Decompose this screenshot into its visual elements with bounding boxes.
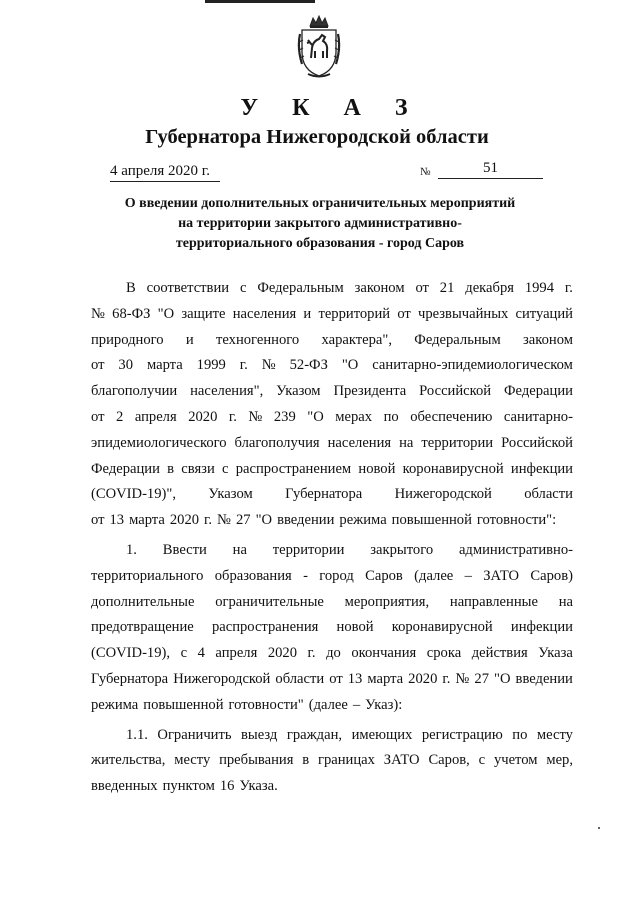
word: Указ): bbox=[365, 696, 403, 713]
text-line bbox=[91, 615, 573, 641]
word: коронавирусной bbox=[402, 460, 504, 477]
word: режима bbox=[339, 512, 387, 529]
word: г. bbox=[564, 280, 573, 296]
word: 68-ФЗ bbox=[112, 305, 151, 322]
scan-speck bbox=[598, 827, 600, 829]
word: Федерации bbox=[91, 460, 160, 477]
word: готовности" bbox=[228, 696, 304, 713]
word: техногенного bbox=[215, 331, 300, 348]
word: распространением bbox=[235, 460, 352, 477]
word: связи bbox=[181, 460, 215, 477]
word: территории bbox=[272, 541, 345, 558]
word: действия bbox=[471, 645, 528, 662]
decree-body bbox=[91, 276, 573, 800]
text-line bbox=[91, 564, 573, 590]
word: режима bbox=[91, 696, 139, 713]
subject-line: территориального образования - город Саров bbox=[175, 236, 465, 251]
word: распространения bbox=[211, 619, 319, 636]
word: имеющих bbox=[351, 726, 413, 743]
word: "О bbox=[307, 408, 324, 425]
word: до bbox=[326, 645, 341, 662]
decree-number: 51 bbox=[483, 160, 498, 176]
word: 21 bbox=[439, 280, 455, 296]
word: 16 bbox=[219, 778, 235, 795]
word: предотвращение bbox=[91, 619, 194, 636]
word: Нижегородской bbox=[173, 670, 271, 687]
word: населения bbox=[327, 434, 392, 451]
word: от bbox=[415, 280, 429, 296]
word: с bbox=[478, 752, 486, 769]
word: образования bbox=[214, 567, 292, 584]
word: № bbox=[261, 357, 276, 374]
word: № bbox=[248, 408, 263, 425]
word: апреля bbox=[134, 408, 177, 425]
word: на bbox=[558, 593, 573, 610]
text-line bbox=[91, 641, 573, 667]
word: Федеральным bbox=[257, 280, 344, 296]
text-line bbox=[91, 431, 573, 457]
text-line bbox=[91, 482, 573, 508]
word: 30 bbox=[118, 357, 134, 374]
word: в bbox=[302, 752, 310, 769]
word: 239 bbox=[273, 408, 296, 425]
word: 2 bbox=[116, 408, 124, 425]
word: 1. bbox=[126, 541, 137, 558]
word: дополнительные bbox=[91, 593, 195, 610]
word: 27 bbox=[474, 670, 489, 687]
word: с bbox=[222, 460, 229, 477]
word: месту bbox=[536, 726, 573, 743]
word: Федеральным bbox=[414, 331, 501, 348]
paragraph bbox=[91, 538, 573, 719]
word: ситуаций bbox=[515, 305, 573, 322]
word: 2020 bbox=[169, 512, 200, 529]
word: от bbox=[329, 670, 343, 687]
word: декабря bbox=[465, 280, 514, 296]
text-line bbox=[91, 276, 573, 302]
text-line bbox=[91, 328, 573, 354]
decree-subject bbox=[80, 194, 560, 254]
word: пунктом bbox=[162, 778, 215, 795]
word: направленные bbox=[449, 593, 538, 610]
word: город bbox=[319, 567, 354, 584]
word: г. bbox=[307, 645, 316, 662]
word: введении bbox=[277, 512, 335, 529]
word: марта bbox=[129, 512, 165, 529]
word: от bbox=[91, 357, 105, 374]
word: Губернатора bbox=[91, 670, 169, 687]
word: границах bbox=[317, 752, 375, 769]
word: (COVID-19)", bbox=[91, 486, 176, 503]
word: Нижегородской bbox=[394, 486, 492, 503]
word: № bbox=[455, 670, 470, 687]
word: ЗАТО bbox=[383, 752, 420, 769]
word: Ограничить bbox=[157, 726, 232, 743]
word: г. bbox=[442, 670, 451, 687]
word: на bbox=[232, 541, 247, 558]
text-line bbox=[91, 748, 573, 774]
word: Указом bbox=[208, 486, 253, 503]
word: Саров) bbox=[530, 567, 573, 584]
word: по bbox=[383, 408, 399, 425]
word: учетом bbox=[493, 752, 538, 769]
word: пребывания bbox=[219, 752, 294, 769]
word: 1994 bbox=[524, 280, 555, 296]
word: Указом bbox=[276, 383, 321, 400]
word: готовности": bbox=[476, 512, 557, 529]
word: от bbox=[91, 408, 105, 425]
word: чрезвычайных bbox=[418, 305, 509, 322]
text-line bbox=[91, 302, 573, 328]
text-line bbox=[91, 693, 573, 719]
text-line bbox=[91, 508, 573, 534]
word: территориального bbox=[91, 567, 204, 584]
word: срока bbox=[426, 645, 462, 662]
word: "О bbox=[255, 512, 273, 529]
issuer-title: Губернатора Нижегородской области bbox=[145, 126, 489, 148]
text-line bbox=[91, 353, 573, 379]
word: законом bbox=[354, 280, 405, 296]
word: области bbox=[275, 670, 325, 687]
text-line bbox=[91, 379, 573, 405]
word: и bbox=[303, 305, 312, 322]
word: мер, bbox=[546, 752, 573, 769]
word: Российской bbox=[419, 383, 492, 400]
word: повышенной bbox=[391, 512, 472, 529]
word: характера", bbox=[321, 331, 392, 348]
word: регистрацию bbox=[421, 726, 503, 743]
word: месту bbox=[174, 752, 211, 769]
document-type-title: У К А З bbox=[240, 95, 422, 121]
word: (COVID-19), bbox=[91, 645, 171, 662]
word: санитарно-эпидемиологическом bbox=[372, 357, 573, 374]
word: инфекции bbox=[510, 460, 573, 477]
word: новой bbox=[358, 460, 396, 477]
word: Российской bbox=[501, 434, 573, 451]
paragraph bbox=[91, 723, 573, 800]
top-edge-mark bbox=[205, 0, 315, 3]
text-line bbox=[91, 538, 573, 564]
text-line bbox=[91, 590, 573, 616]
word: населения", bbox=[190, 383, 264, 400]
word: мероприятия, bbox=[344, 593, 430, 610]
word: ЗАТО bbox=[483, 567, 520, 584]
number-underline bbox=[438, 178, 543, 179]
word: благополучия bbox=[234, 434, 320, 451]
word: Указа bbox=[538, 645, 573, 662]
word: г. bbox=[228, 408, 237, 425]
word: В bbox=[126, 280, 136, 296]
subject-line: О введении дополнительных ограничительных мероприятий bbox=[124, 196, 516, 211]
subject-line: на территории закрытого административно- bbox=[178, 216, 462, 231]
word: Федерации bbox=[504, 383, 573, 400]
word: марта bbox=[146, 357, 183, 374]
word: апреля bbox=[215, 645, 258, 662]
word: административно- bbox=[458, 541, 573, 558]
word: защите bbox=[181, 305, 226, 322]
word: 1.1. bbox=[126, 726, 148, 743]
word: природного bbox=[91, 331, 164, 348]
word: 1999 bbox=[196, 357, 226, 374]
word: с bbox=[239, 280, 247, 296]
word: № bbox=[91, 305, 105, 322]
word: территорий bbox=[318, 305, 391, 322]
word: с bbox=[180, 645, 188, 662]
word: (далее bbox=[414, 567, 454, 584]
word: Президента bbox=[333, 383, 407, 400]
word: Саров bbox=[365, 567, 403, 584]
word: введении bbox=[515, 670, 573, 687]
word: Ввести bbox=[162, 541, 207, 558]
word: граждан, bbox=[286, 726, 343, 743]
word: Саров, bbox=[428, 752, 470, 769]
word: Указа. bbox=[239, 778, 278, 795]
word: новой bbox=[336, 619, 374, 636]
word: введенных bbox=[91, 778, 158, 795]
word: - bbox=[303, 567, 308, 584]
word: благополучии bbox=[91, 383, 178, 400]
word: соответствии bbox=[146, 280, 230, 296]
word: санитарно- bbox=[503, 408, 573, 425]
word: законом bbox=[523, 331, 573, 348]
word: "О bbox=[494, 670, 511, 687]
word: 2020 bbox=[408, 670, 438, 687]
word: "О bbox=[157, 305, 175, 322]
word: инфекции bbox=[510, 619, 573, 636]
paragraph bbox=[91, 276, 573, 534]
text-line bbox=[91, 457, 573, 483]
word: № bbox=[217, 512, 231, 529]
word: 27 bbox=[235, 512, 251, 529]
text-line bbox=[91, 774, 573, 800]
word: ограничительные bbox=[215, 593, 324, 610]
word: эпидемиологического bbox=[91, 434, 227, 451]
word: "О bbox=[341, 357, 359, 374]
word: обеспечению bbox=[410, 408, 493, 425]
word: по bbox=[512, 726, 528, 743]
word: Губернатора bbox=[285, 486, 363, 503]
word: коронавирусной bbox=[391, 619, 493, 636]
decree-date: 4 апреля 2020 г. bbox=[110, 163, 220, 182]
word: 2020 bbox=[267, 645, 298, 662]
word: населения bbox=[232, 305, 297, 322]
word: – bbox=[464, 567, 472, 584]
word: и bbox=[185, 331, 194, 348]
word: от bbox=[91, 512, 105, 529]
word: закрытого bbox=[370, 541, 434, 558]
word: окончания bbox=[351, 645, 417, 662]
word: 13 bbox=[109, 512, 125, 529]
word: области bbox=[524, 486, 573, 503]
word: на bbox=[399, 434, 414, 451]
text-line bbox=[91, 405, 573, 431]
text-line bbox=[91, 667, 573, 693]
word: г. bbox=[239, 357, 248, 374]
number-sign: № bbox=[420, 166, 431, 178]
word: от bbox=[397, 305, 411, 322]
word: в bbox=[167, 460, 175, 477]
word: 2020 bbox=[188, 408, 218, 425]
coat-of-arms-icon bbox=[296, 14, 342, 80]
word: – bbox=[352, 696, 361, 713]
word: мерах bbox=[335, 408, 373, 425]
word: повышенной bbox=[143, 696, 224, 713]
decree-number-block bbox=[420, 160, 545, 180]
word: марта bbox=[367, 670, 404, 687]
word: 13 bbox=[347, 670, 363, 687]
word: территории bbox=[421, 434, 494, 451]
word: жительства, bbox=[91, 752, 166, 769]
text-line bbox=[91, 723, 573, 749]
word: выезд bbox=[241, 726, 278, 743]
word: 52-ФЗ bbox=[289, 357, 328, 374]
word: (далее bbox=[308, 696, 348, 713]
word: г. bbox=[204, 512, 213, 529]
word: 4 bbox=[197, 645, 205, 662]
